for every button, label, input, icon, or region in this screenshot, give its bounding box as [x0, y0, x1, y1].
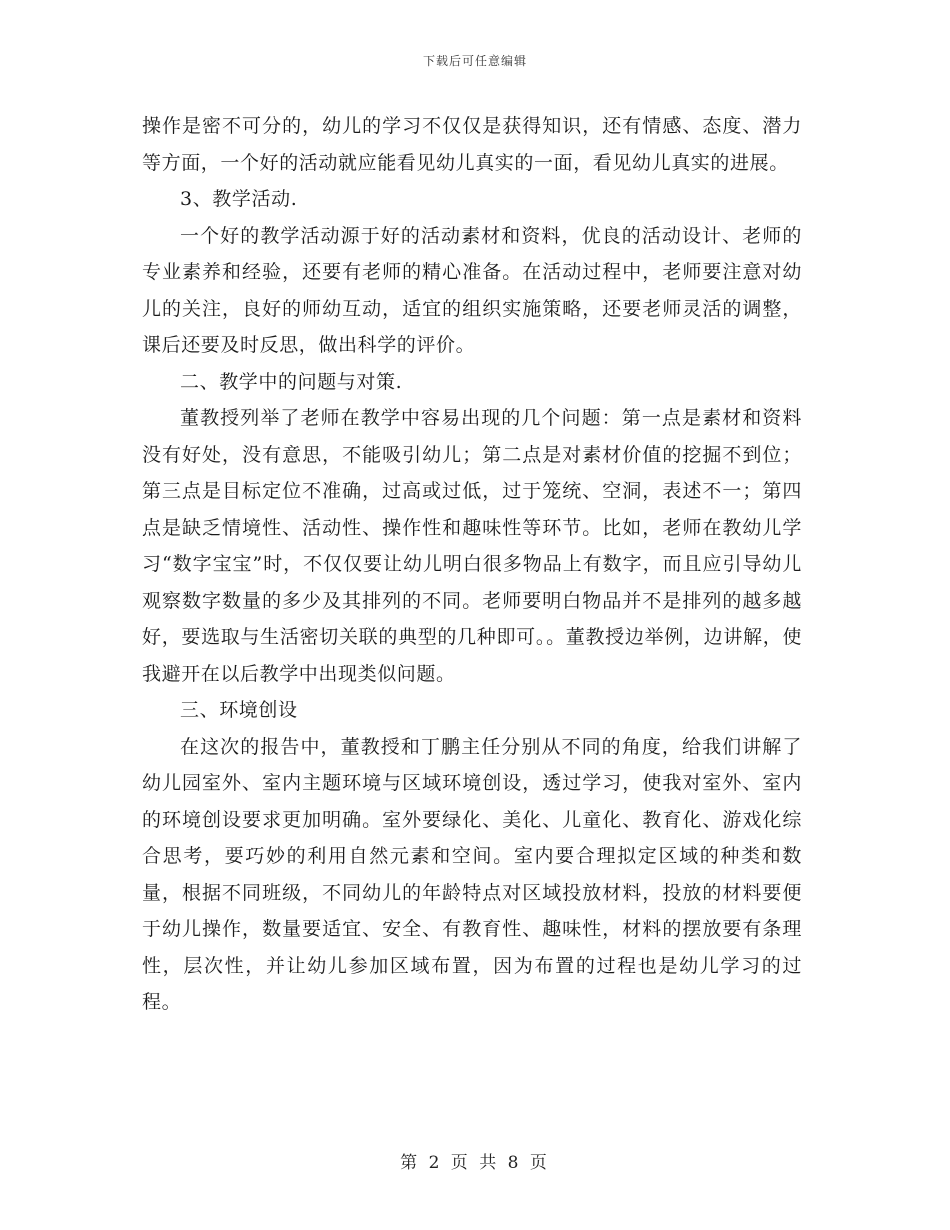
- paragraph-environment: 在这次的报告中，董教授和丁鹏主任分别从不同的角度，给我们讲解了幼儿园室外、室内主题环境与区域环境创设，透过学习，使我对室外、室内的环境创设要求更加明确。室外要绿化、美化、儿童化、教育化、游戏化综合思考，要巧妙的利用自然元素和空间。室内要合理拟定区域的种类和数量，根据不同班级，不同幼儿的年龄特点对区域投放材料，投放的材料要便于幼儿操作，数量要适宜、安全、有教育性、趣味性，材料的摆放要有条理性，层次性，并让幼儿参加区域布置，因为布置的过程也是幼儿学习的过程。: [142, 735, 802, 1013]
- heading-environment-creation: 三、环境创设: [180, 699, 298, 721]
- paragraph-teaching-activity: 一个好的教学活动源于好的活动素材和资料，优良的活动设计、老师的专业素养和经验，还要有老师的精心准备。在活动过程中，老师要注意对幼儿的关注，良好的师幼互动，适宜的组织实施策略，还要老师灵活的调整，课后还要及时反思，做出科学的评价。: [142, 224, 802, 356]
- paragraph-continuation: 操作是密不可分的，幼儿的学习不仅仅是获得知识，还有情感、态度、潜力等方面，一个好的活动就应能看见幼儿真实的一面，看见幼儿真实的进展。: [142, 115, 802, 174]
- subheading-teaching-activity: 3、教学活动.: [180, 188, 298, 210]
- page-number: 第 2 页 共 8 页: [400, 1153, 550, 1173]
- page-header: 下载后可任意编辑: [422, 54, 527, 68]
- paragraph-problems: 董教授列举了老师在教学中容易出现的几个问题：第一点是素材和资料没有好处，没有意思，不能吸引幼儿；第二点是对素材价值的挖掘不到位；第三点是目标定位不准确，过高或过低，过于笼统、空洞，表述不一；第四点是缺乏情境性、活动性、操作性和趣味性等环节。比如，老师在教幼儿学习“数字宝宝”时，不仅仅要让幼儿明白很多物品上有数字，而且应引导幼儿观察数字数量的多少及其排列的不同。老师要明白物品并不是排列的越多越好，要选取与生活密切关联的典型的几种即可。。董教授边举例，边讲解，使我避开在以后教学中出现类似问题。: [142, 407, 802, 685]
- document-body: [142, 108, 802, 1021]
- heading-problems-and-solutions: 二、教学中的问题与对策.: [180, 370, 403, 393]
